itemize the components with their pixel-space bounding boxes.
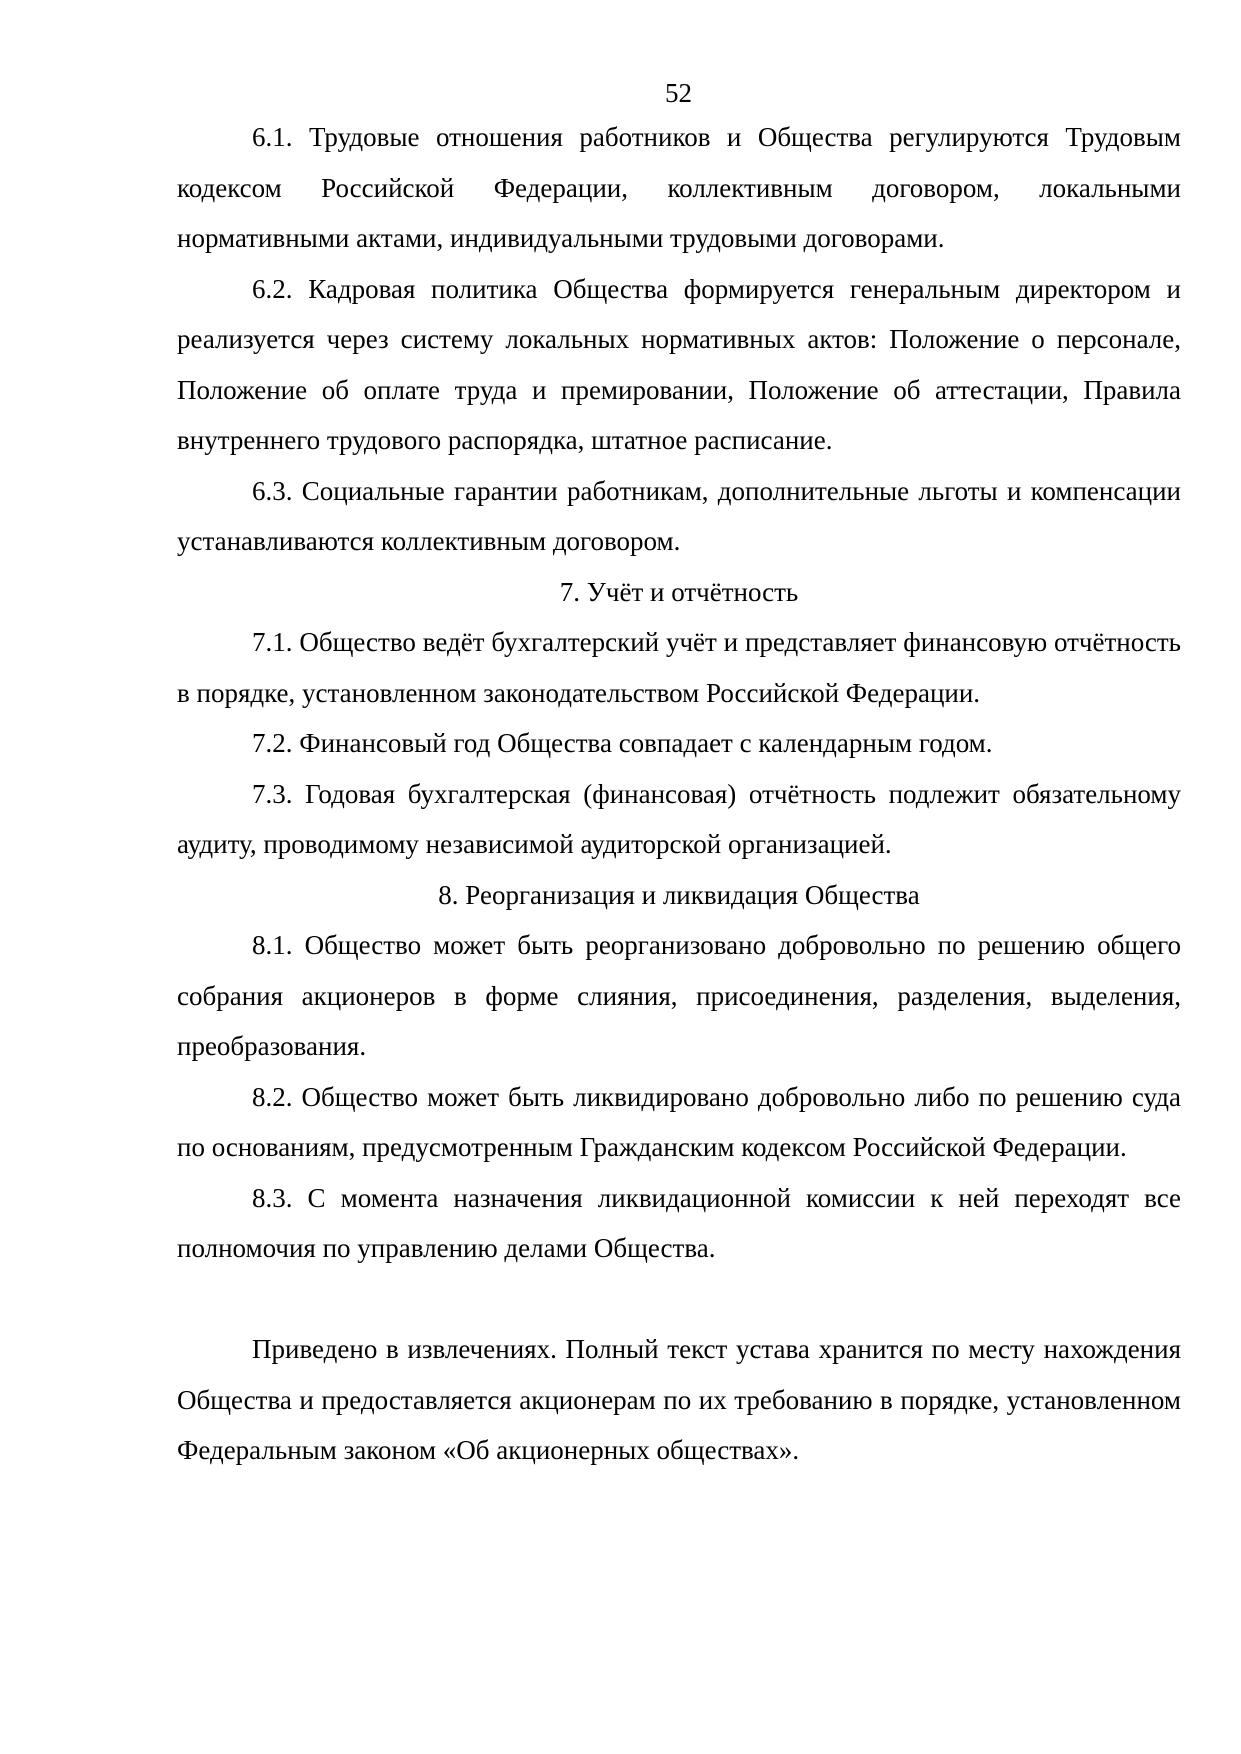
- section-heading-8: 8. Реорганизация и ликвидация Общества: [438, 879, 920, 910]
- paragraph-8-1: 8.1. Общество может быть реорганизовано добровольно по решению общего собрания акционеров в форме слияния, присоединения, разделения, выделения, преобразования.: [177, 930, 1181, 1061]
- paragraph-8-3: 8.3. С момента назначения ликвидационной комиссии к ней переходят все полномочия по управлению делами Общества.: [177, 1182, 1181, 1263]
- paragraph-7-3: 7.3. Годовая бухгалтерская (финансовая) отчётность подлежит обязательному аудиту, проводимому независимой аудиторской организацией.: [177, 778, 1181, 859]
- paragraph-6-1: 6.1. Трудовые отношения работников и Общества регулируются Трудовым кодексом Российской Федерации, коллективным договором, локальными нормативными актами, индивидуальными трудовыми договорами.: [177, 122, 1181, 253]
- document-body: [177, 112, 1181, 1476]
- paragraph-6-2: 6.2. Кадровая политика Общества формируется генеральным директором и реализуется через систему локальных нормативных актов: Положение о персонале, Положение об оплате труда и премировании, Положение об аттестации, Правила внутреннего трудового распорядка, штатное расписание.: [177, 273, 1181, 455]
- paragraph-8-2: 8.2. Общество может быть ликвидировано добровольно либо по решению суда по основаниям, предусмотренным Гражданским кодексом Российской Федерации.: [177, 1081, 1181, 1162]
- paragraph-7-2: 7.2. Финансовый год Общества совпадает с календарным годом.: [252, 728, 993, 758]
- section-heading-7: 7. Учёт и отчётность: [559, 576, 799, 607]
- page-number: 52: [665, 78, 692, 108]
- paragraph-7-1: 7.1. Общество ведёт бухгалтерский учёт и представляет финансовую отчётность в порядке, установленном законодательством Российской Федерации.: [177, 627, 1181, 708]
- blank-line: [177, 1274, 1181, 1325]
- extract-note: Приведено в извлечениях. Полный текст устава хранится по месту нахождения Общества и предоставляется акционерам по их требованию в порядке, установленном Федеральным законом «Об акционерных обществах».: [177, 1334, 1181, 1465]
- paragraph-6-3: 6.3. Социальные гарантии работникам, дополнительные льготы и компенсации устанавливаются коллективным договором.: [177, 475, 1181, 556]
